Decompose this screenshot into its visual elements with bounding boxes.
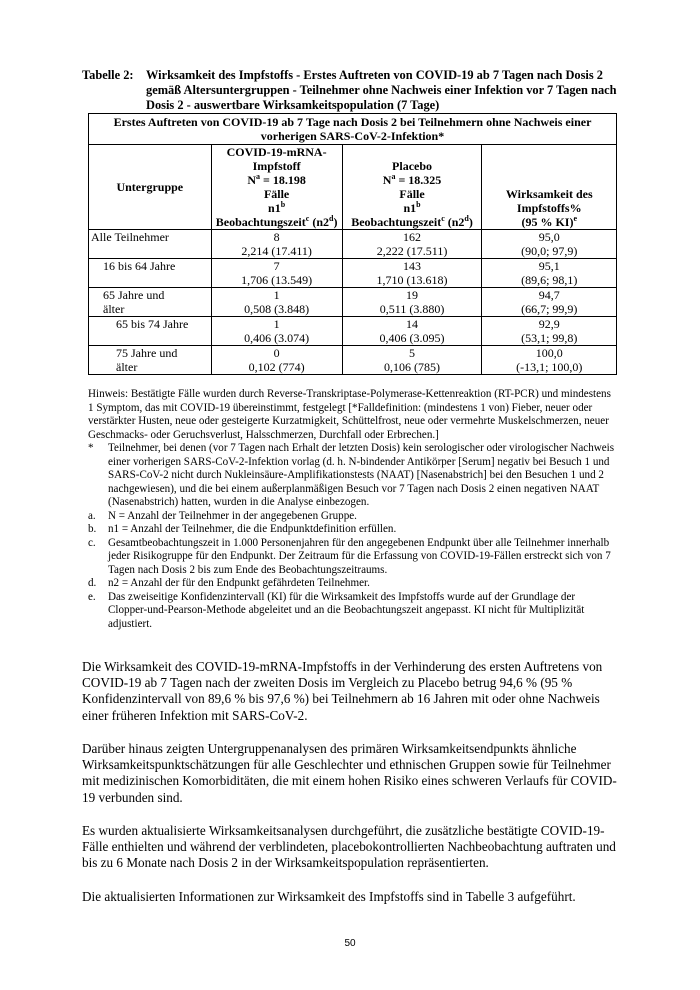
placebo-cell: 162 2,222 (17.511) [342, 230, 482, 259]
footnote: c. Gesamtbeobachtungszeit in 1.000 Personenjahren für den angegebenen Endpunkt über alle Teilnehmer innerhalb jeder Risikogruppe für den Endpunkt. Der Zeitraum für die Erfassung von COVID-19-Fällen erstreckt sich von 7 Tagen nach Dosis 2 bis zum Ende des Beobachtungszeitraums. [88, 536, 611, 576]
header-efficacy [482, 145, 617, 230]
caption-label: Tabelle 2: [82, 68, 134, 82]
page-number: 50 [344, 938, 356, 949]
subgroup-cell: Alle Teilnehmer [89, 230, 212, 259]
efficacy-cell: 92,9 (53,1; 99,8) [482, 317, 617, 346]
table-title: Erstes Auftreten von COVID-19 ab 7 Tage nach Dosis 2 bei Teilnehmern ohne Nachweis einer vorherigen SARS-CoV-2-Infektion* [89, 114, 617, 145]
paragraph: Die aktualisierten Informationen zur Wirksamkeit des Impfstoffs sind in Tabelle 3 aufgeführt. [82, 889, 576, 904]
efficacy-cell: 95,1 (89,6; 98,1) [482, 259, 617, 288]
footnote: e. Das zweiseitige Konfidenzintervall (KI) für die Wirksamkeit des Impfstoffs wurde auf der Grundlage der Clopper-und-Pearson-Methode abgeleitet und an die Beobachtungszeit angepasst. KI nicht für Multiplizität adjustiert. [88, 590, 585, 630]
footnote: * Teilnehmer, bei denen (vor 7 Tagen nach Erhalt der letzten Dosis) kein serologischer oder virologischer Nachweis einer vorherigen SARS-CoV-2-Infektion vorlag (d. h. N-bindender Antikörper [Serum] negativ bei Besuch 1 und SARS-CoV-2 nicht durch Nukleinsäure-Amplifikationstests (NAAT) [Nasenabstrich] bei den Besuchen 1 und 2 nachgewiesen), und die bei einem außerplanmäßigen Besuch vor 7 Tagen nach Dosis 2 einen negativen NAAT (Nasenabstrich) hatten, wurden in die Analyse einbezogen. [88, 442, 615, 508]
vaccine-cases: Fälle [263, 187, 290, 201]
subgroup-cell: 75 Jahre und älter [89, 346, 212, 375]
subgroup-cell: 65 Jahre und älter [89, 288, 212, 317]
vaccine-cell: 1 0,508 (3.848) [211, 288, 342, 317]
paragraph: Darüber hinaus zeigten Untergruppenanalysen des primären Wirksamkeitsendpunkts ähnliche Wirksamkeitspunktschätzungen für alle Geschlechter und ethnischen Gruppen sowie für Teilnehmer mit medizinischen Komorbiditäten, die mit einem hohen Risiko eines schweren Verlaufs für COVID-19 verbunden sind. [82, 741, 617, 805]
placebo-cell: 143 1,710 (13.618) [342, 259, 482, 288]
placebo-cell: 14 0,406 (3.095) [342, 317, 482, 346]
table-row [89, 288, 617, 317]
caption-text: Wirksamkeit des Impfstoffs - Erstes Auftreten von COVID-19 ab 7 Tagen nach Dosis 2 gemäß Altersuntergruppen - Teilnehmer ohne Nachweis einer Infektion vor 7 Tagen nach Dosis 2 - auswertbare Wirksamkeitspopulation (7 Tage) [146, 68, 617, 112]
subgroup-cell: 16 bis 64 Jahre [89, 259, 212, 288]
footnote: b. n1 = Anzahl der Teilnehmer, die die Endpunktdefinition erfüllen. [88, 523, 397, 535]
vaccine-cell: 1 0,406 (3.074) [211, 317, 342, 346]
placebo-name: Placebo [392, 159, 433, 173]
table-caption [82, 68, 622, 113]
placebo-obs: Beobachtungszeit$^c$ (n2$^d$) [351, 214, 473, 229]
placebo-n1: n1$^b$ [403, 200, 421, 215]
paragraph: Es wurden aktualisierte Wirksamkeitsanalysen durchgeführt, die zusätzliche bestätigte COVID-19-Fälle enthielten und während der verblindeten, placebokontrollierten Nachbeobachtung auftraten und bis zu 6 Monate nach Dosis 2 in der Wirksamkeitspopulation repräsentierten. [82, 823, 616, 871]
vaccine-cell: 0 0,102 (774) [211, 346, 342, 375]
header-subgroup [89, 145, 212, 230]
efficacy-cell: 94,7 (66,7; 99,9) [482, 288, 617, 317]
placebo-cases: Fälle [399, 187, 425, 201]
vaccine-name: COVID-19-mRNA-Impfstoff [226, 145, 327, 173]
vaccine-cell: 7 1,706 (13.549) [211, 259, 342, 288]
efficacy-cell: 100,0 (-13,1; 100,0) [482, 346, 617, 375]
placebo-cell: 5 0,106 (785) [342, 346, 482, 375]
vaccine-obs: Beobachtungszeit$^c$ (n2$^d$) [215, 214, 338, 229]
table-header-row [89, 145, 617, 230]
header-subgroup-label: Untergruppe [116, 180, 184, 194]
footnote: a. N = Anzahl der Teilnehmer in der angegebenen Gruppe. [88, 509, 357, 522]
paragraph: Die Wirksamkeit des COVID-19-mRNA-Impfstoffs in der Verhinderung des ersten Auftretens von COVID-19 ab 7 Tagen nach der zweiten Dosis im Vergleich zu Placebo betrug 94,6 % (95 % Konfidenzintervall von 89,6 % bis 97,6 %) bei Teilnehmern ab 16 Jahren mit oder ohne Nachweis einer früheren Infektion mit SARS-CoV-2. [82, 659, 603, 723]
header-vaccine [211, 145, 342, 230]
efficacy-label: Wirksamkeit des Impfstoffs% [505, 187, 593, 215]
table-row [89, 317, 617, 346]
vaccine-cell: 8 2,214 (17.411) [211, 230, 342, 259]
placebo-n: $N^a = 18.325$ [382, 172, 442, 187]
table-notes [88, 388, 616, 631]
note-hint: Hinweis: Bestätigte Fälle wurden durch Reverse-Transkriptase-Polymerase-Kettenreaktion (RT-PCR) und mindestens 1 Symptom, das mit COVID-19 übereinstimmt, festgelegt [*Falldefinition: (mindestens 1 von) Fieber, neuer oder verstärkter Husten, neue oder gesteigerte Kurzatmigkeit, Schüttelfrost, neue oder vermehrte Muskelschmerzen, neuer Geschmacks- oder Geruchsverlust, Halsschmerzen, Durchfall oder Erbrechen.] [88, 388, 611, 441]
subgroup-cell: 65 bis 74 Jahre [89, 317, 212, 346]
vaccine-n1: n1$^b$ [268, 200, 286, 215]
efficacy-cell: 95,0 (90,0; 97,9) [482, 230, 617, 259]
vaccine-n: $N^a = 18.198$ [247, 172, 306, 187]
table-row [89, 230, 617, 259]
efficacy-ci: (95 % KI)$^e$ [521, 214, 578, 229]
placebo-cell: 19 0,511 (3.880) [342, 288, 482, 317]
footnote: d. n2 = Anzahl der für den Endpunkt gefährdeten Teilnehmer. [88, 577, 370, 589]
table-row [89, 259, 617, 288]
table-row [89, 346, 617, 375]
efficacy-table [88, 113, 617, 375]
header-placebo [342, 145, 482, 230]
